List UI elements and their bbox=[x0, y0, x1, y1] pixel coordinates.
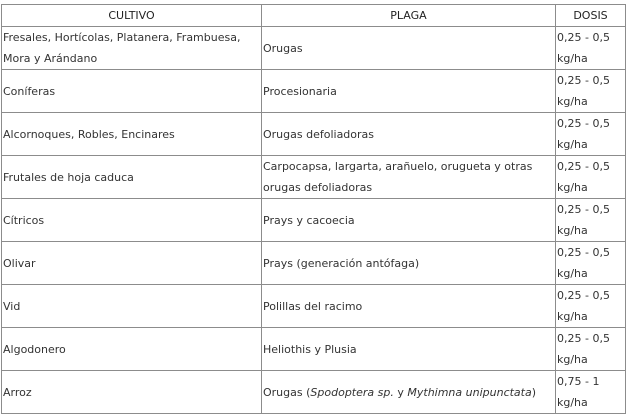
dosis-cell bbox=[556, 371, 626, 414]
table-row bbox=[2, 113, 626, 156]
dosis-value: 0,25 - 0,5 bbox=[557, 117, 610, 130]
dosis-value: 0,25 - 0,5 bbox=[557, 246, 610, 259]
dosis-value: 0,75 - 1 bbox=[557, 375, 600, 388]
plaga-line: Carpocapsa, largarta, arañuelo, orugueta y otras bbox=[263, 160, 533, 173]
plaga-cell: Prays (generación antófaga) bbox=[262, 242, 556, 285]
cultivo-cell: Alcornoques, Robles, Encinares bbox=[2, 113, 262, 156]
cultivo-cell: Algodonero bbox=[2, 328, 262, 371]
cultivo-cell: Frutales de hoja caduca bbox=[2, 156, 262, 199]
cultivo-line: Fresales, Hortícolas, Platanera, Frambuesa, bbox=[3, 31, 241, 44]
dosis-cell bbox=[556, 199, 626, 242]
header-row bbox=[2, 5, 626, 27]
header-plaga: PLAGA bbox=[262, 5, 556, 27]
cultivo-line: Mora y Arándano bbox=[3, 52, 98, 65]
table-row bbox=[2, 70, 626, 113]
cultivo-cell: Coníferas bbox=[2, 70, 262, 113]
dosis-value: 0,25 - 0,5 bbox=[557, 74, 610, 87]
plaga-cell: Orugas defoliadoras bbox=[262, 113, 556, 156]
dosis-cell bbox=[556, 27, 626, 70]
dosis-unit: kg/ha bbox=[557, 267, 588, 280]
cultivo-cell: Arroz bbox=[2, 371, 262, 414]
plaga-text: y bbox=[393, 385, 408, 399]
dosis-value: 0,25 - 0,5 bbox=[557, 160, 610, 173]
dosis-cell bbox=[556, 328, 626, 371]
cultivo-cell bbox=[2, 27, 262, 70]
dosis-cell bbox=[556, 242, 626, 285]
plaga-cell bbox=[262, 371, 556, 414]
table-row bbox=[2, 199, 626, 242]
plaga-cell: Prays y cacoecia bbox=[262, 199, 556, 242]
plaga-text: Orugas ( bbox=[263, 385, 311, 399]
header-dosis: DOSIS bbox=[556, 5, 626, 27]
dosis-unit: kg/ha bbox=[557, 95, 588, 108]
plaga-cell: Procesionaria bbox=[262, 70, 556, 113]
plaga-cell: Heliothis y Plusia bbox=[262, 328, 556, 371]
dosis-value: 0,25 - 0,5 bbox=[557, 31, 610, 44]
plaga-text: ) bbox=[531, 385, 537, 399]
cultivo-cell: Vid bbox=[2, 285, 262, 328]
dosis-unit: kg/ha bbox=[557, 138, 588, 151]
table-row bbox=[2, 156, 626, 199]
table-row bbox=[2, 328, 626, 371]
dosis-cell bbox=[556, 285, 626, 328]
dosis-cell bbox=[556, 70, 626, 113]
cultivo-cell: Olivar bbox=[2, 242, 262, 285]
dosis-cell bbox=[556, 113, 626, 156]
dosis-value: 0,25 - 0,5 bbox=[557, 289, 610, 302]
dosis-value: 0,25 - 0,5 bbox=[557, 332, 610, 345]
table-row bbox=[2, 242, 626, 285]
dosis-unit: kg/ha bbox=[557, 52, 588, 65]
dosis-value: 0,25 - 0,5 bbox=[557, 203, 610, 216]
table-row bbox=[2, 285, 626, 328]
header-cultivo: CULTIVO bbox=[2, 5, 262, 27]
dosis-unit: kg/ha bbox=[557, 353, 588, 366]
dosis-unit: kg/ha bbox=[557, 181, 588, 194]
plaga-cell: Polillas del racimo bbox=[262, 285, 556, 328]
dosis-unit: kg/ha bbox=[557, 224, 588, 237]
table-row bbox=[2, 371, 626, 414]
dosis-unit: kg/ha bbox=[557, 396, 588, 409]
cultivo-cell: Cítricos bbox=[2, 199, 262, 242]
plaga-line: orugas defoliadoras bbox=[263, 181, 373, 194]
plaga-cell: Orugas bbox=[262, 27, 556, 70]
species-name: Mythimna unipunctata bbox=[407, 385, 532, 399]
table-row bbox=[2, 27, 626, 70]
plaga-cell bbox=[262, 156, 556, 199]
dosis-cell bbox=[556, 156, 626, 199]
dosage-table bbox=[1, 4, 626, 414]
species-name: Spodoptera sp. bbox=[310, 385, 394, 399]
dosis-unit: kg/ha bbox=[557, 310, 588, 323]
